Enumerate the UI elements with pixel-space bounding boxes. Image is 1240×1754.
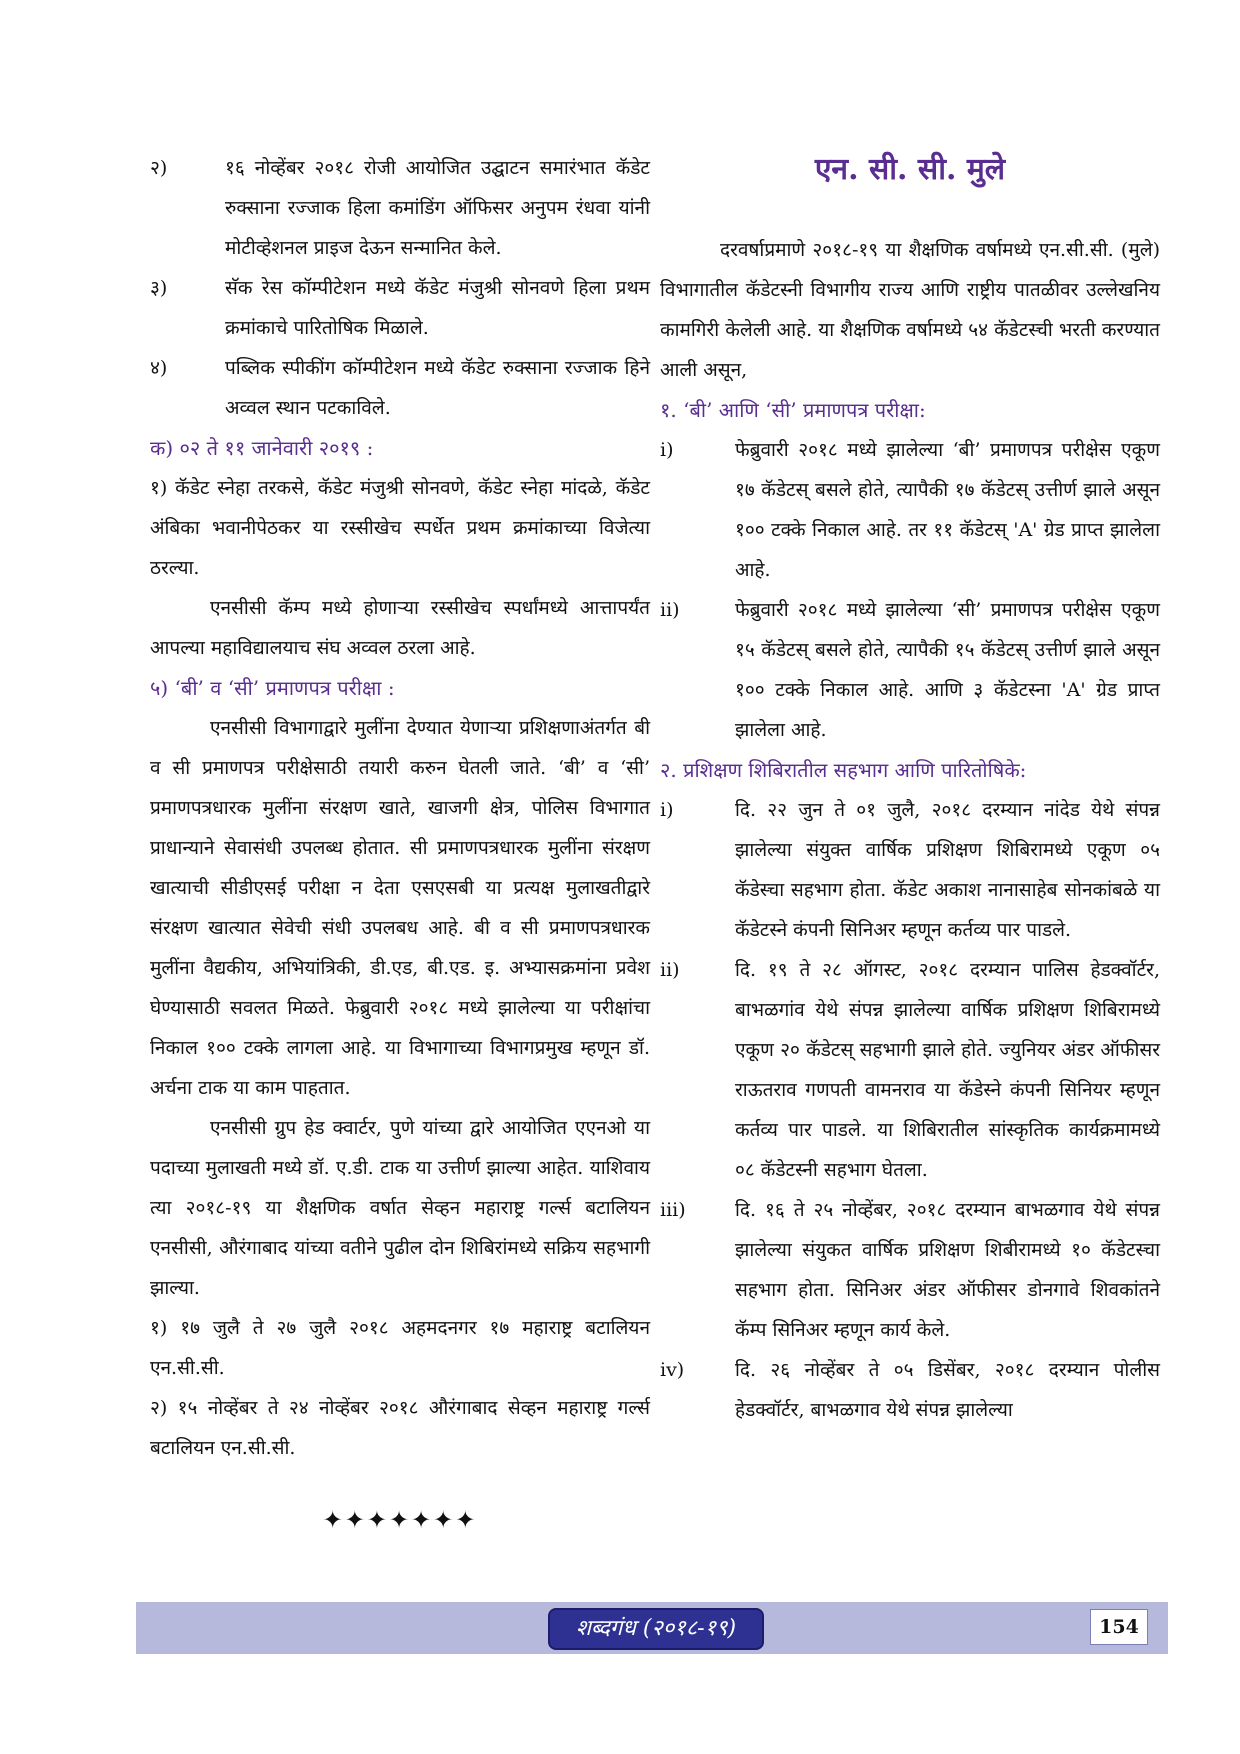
list-item [660, 790, 1160, 950]
section-heading-5: ५) ‘बी’ व ‘सी’ प्रमाणपत्र परीक्षा : [150, 676, 395, 700]
section-heading-k: क) ०२ ते ११ जानेवारी २०१९ : [150, 436, 374, 460]
item-text: सॅक रेस कॉम्पीटेशन मध्ये कॅडेट मंजुश्री सोनवणे हिला प्रथम क्रमांकाचे पारितोषिक मिळाले. [225, 277, 650, 339]
footer-title: शब्दगंध (२०१८-१९) [548, 1608, 764, 1650]
section-heading-1: १. ‘बी’ आणि ‘सी’ प्रमाणपत्र परीक्षा: [660, 398, 926, 422]
page-footer [136, 1602, 1168, 1654]
item-number: i) [660, 439, 674, 461]
list-item [150, 348, 650, 428]
list-item [150, 148, 650, 268]
item-text: १६ नोव्हेंबर २०१८ रोजी आयोजित उद्घाटन समारंभात कॅडेट रुक्साना रज्जाक हिला कमांडिंग ऑफिसर अनुपम रंधवा यांनी मोटीव्हेशनल प्राइज देऊन सन्मानित केले. [225, 157, 650, 259]
paragraph: दरवर्षाप्रमाणे २०१८-१९ या शैक्षणिक वर्षामध्ये एन.सी.सी. (मुले) विभागातील कॅडेटस्नी विभागीय राज्य आणि राष्ट्रीय पातळीवर उल्लेखनिय कामगिरी केलेली आहे. या शैक्षणिक वर्षामध्ये ५४ कॅडेटस्ची भरती करण्यात आली असून, [660, 239, 1160, 381]
item-number: ii) [660, 959, 680, 981]
item-number: i) [660, 799, 674, 821]
item-number: iv) [660, 1359, 685, 1381]
item-number: २) [150, 157, 168, 179]
list-item [660, 1350, 1160, 1430]
section-heading-2: २. प्रशिक्षण शिबिरातील सहभाग आणि पारितोषिके: [660, 758, 1027, 782]
paragraph: एनसीसी कॅम्प मध्ये होणाऱ्या रस्सीखेच स्पर्धांमध्ये आत्तापर्यंत आपल्या महाविद्यालयाच संघ अव्वल ठरला आहे. [150, 597, 650, 659]
paragraph: १) १७ जुलै ते २७ जुलै २०१८ अहमदनगर १७ महाराष्ट्र बटालियन एन.सी.सी. [150, 1317, 650, 1379]
item-number: ३) [150, 277, 168, 299]
item-number: ii) [660, 599, 680, 621]
section-title: एन. सी. सी. मुले [814, 152, 1006, 187]
item-text: फेब्रुवारी २०१८ मध्ये झालेल्या ‘सी’ प्रमाणपत्र परीक्षेस एकूण १५ कॅडेटस् बसले होते, त्यापैकी १५ कॅडेटस् उत्तीर्ण झाले असून १०० टक्के निकाल आहे. आणि ३ कॅडेटस्ना 'A' ग्रेड प्राप्त झालेला आहे. [735, 599, 1160, 741]
item-number: iii) [660, 1199, 686, 1221]
item-text: दि. १९ ते २८ ऑगस्ट, २०१८ दरम्यान पालिस हेडक्वॉर्टर, बाभळगांव येथे संपन्न झालेल्या वार्षिक प्रशिक्षण शिबिरामध्ये एकूण २० कॅडेटस् सहभागी झाले होते. ज्युनियर अंडर ऑफीसर राऊतराव गणपती वामनराव या कॅडेस्ने कंपनी सिनियर म्हणून कर्तव्य पार पाडले. या शिबिरातील सांस्कृतिक कार्यक्रमामध्ये ०८ कॅडेटस्नी सहभाग घेतला. [735, 959, 1160, 1181]
paragraph: २) १५ नोव्हेंबर ते २४ नोव्हेंबर २०१८ औरंगाबाद सेव्हन महाराष्ट्र गर्ल्स बटालियन एन.सी.सी. [150, 1397, 650, 1459]
left-column [150, 148, 650, 1534]
list-item [660, 590, 1160, 750]
item-text: दि. २६ नोव्हेंबर ते ०५ डिसेंबर, २०१८ दरम्यान पोलीस हेडक्वॉर्टर, बाभळगाव येथे संपन्न झालेल्या [735, 1359, 1160, 1421]
item-text: दि. १६ ते २५ नोव्हेंबर, २०१८ दरम्यान बाभळगाव येथे संपन्न झालेल्या संयुकत वार्षिक प्रशिक्षण शिबीरामध्ये १० कॅडेटस्चा सहभाग होता. सिनिअर अंडर ऑफीसर डोनगावे शिवकांतने कॅम्प सिनिअर म्हणून कार्य केले. [735, 1199, 1160, 1341]
list-item [660, 1190, 1160, 1350]
page-number: 154 [1090, 1609, 1148, 1645]
list-item [150, 268, 650, 348]
item-text: पब्लिक स्पीकींग कॉम्पीटेशन मध्ये कॅडेट रुक्साना रज्जाक हिने अव्वल स्थान पटकाविले. [225, 357, 650, 419]
paragraph: एनसीसी विभागाद्वारे मुलींना देण्यात येणाऱ्या प्रशिक्षणाअंतर्गत बी व सी प्रमाणपत्र परीक्षेसाठी तयारी करुन घेतली जाते. ‘बी’ व ‘सी’ प्रमाणपत्रधारक मुलींना संरक्षण खाते, खाजगी क्षेत्र, पोलिस विभागात प्राधान्याने सेवासंधी उपलब्ध होतात. सी प्रमाणपत्रधारक मुलींना संरक्षण खात्याची सीडीएसई परीक्षा न देता एसएसबी या प्रत्यक्ष मुलाखतीद्वारे संरक्षण खात्यात सेवेची संधी उपलबध आहे. बी व सी प्रमाणपत्रधारक मुलींना वैद्यकीय, अभियांत्रिकी, डी.एड, बी.एड. इ. अभ्यासक्रमांना प्रवेश घेण्यासाठी सवलत मिळते. फेब्रुवारी २०१८ मध्ये झालेल्या या परीक्षांचा निकाल १०० टक्के लागला आहे. या विभागाच्या विभागप्रमुख म्हणून डॉ. अर्चना टाक या काम पाहतात. [150, 717, 650, 1099]
list-item [660, 430, 1160, 590]
item-number: ४) [150, 357, 168, 379]
item-text: दि. २२ जुन ते ०१ जुलै, २०१८ दरम्यान नांदेड येथे संपन्न झालेल्या संयुक्त वार्षिक प्रशिक्षण शिबिरामध्ये एकूण ०५ कॅडेस्चा सहभाग होता. कॅडेट अकाश नानासाहेब सोनकांबळे या कॅडेटस्ने कंपनी सिनिअर म्हणून कर्तव्य पार पाडले. [735, 799, 1160, 941]
ornament-divider: ✦✦✦✦✦✦✦ [322, 1506, 478, 1534]
right-column [660, 148, 1160, 1430]
list-item [660, 950, 1160, 1190]
item-text: फेब्रुवारी २०१८ मध्ये झालेल्या ‘बी’ प्रमाणपत्र परीक्षेस एकूण १७ कॅडेटस् बसले होते, त्यापैकी १७ कॅडेटस् उत्तीर्ण झाले असून १०० टक्के निकाल आहे. तर ११ कॅडेटस् 'A' ग्रेड प्राप्त झालेला आहे. [735, 439, 1160, 581]
paragraph: एनसीसी ग्रुप हेड क्वार्टर, पुणे यांच्या द्वारे आयोजित एएनओ या पदाच्या मुलाखती मध्ये डॉ. ए.डी. टाक या उत्तीर्ण झाल्या आहेत. याशिवाय त्या २०१८-१९ या शैक्षणिक वर्षात सेव्हन महाराष्ट्र गर्ल्स बटालियन एनसीसी, औरंगाबाद यांच्या वतीने पुढील दोन शिबिरांमध्ये सक्रिय सहभागी झाल्या. [150, 1117, 650, 1299]
paragraph: १) कॅडेट स्नेहा तरकसे, कॅडेट मंजुश्री सोनवणे, कॅडेट स्नेहा मांदळे, कॅडेट अंबिका भवानीपेठकर या रस्सीखेच स्पर्धेत प्रथम क्रमांकाच्या विजेत्या ठरल्या. [150, 477, 650, 579]
